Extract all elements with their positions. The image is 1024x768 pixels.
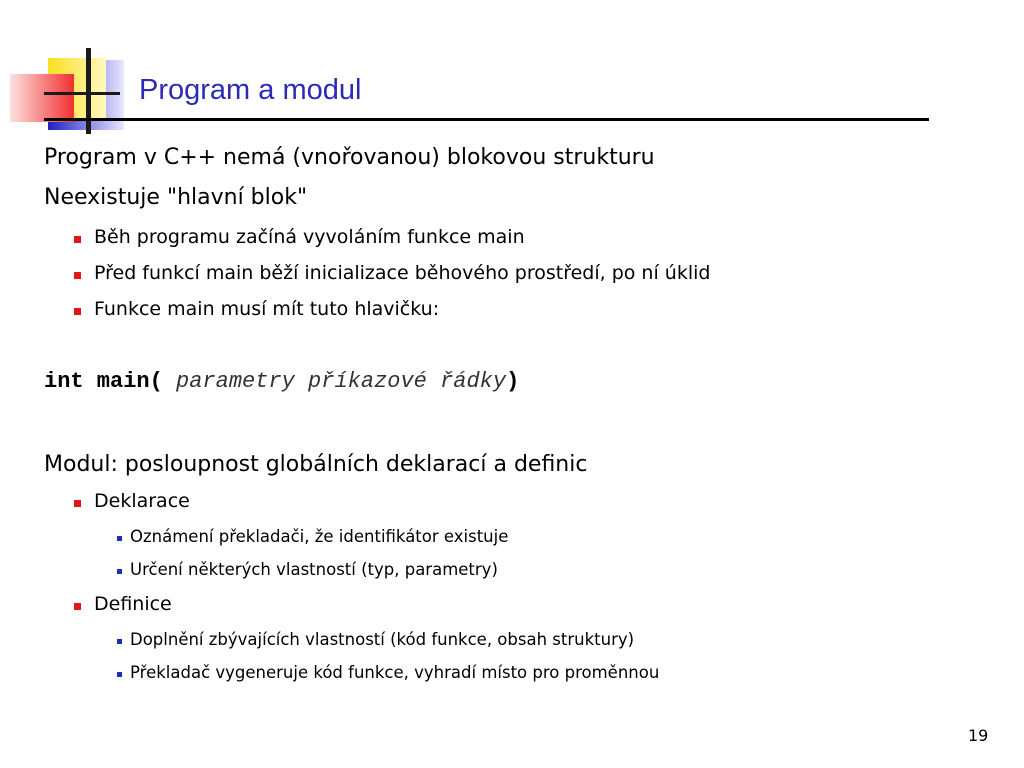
sublist-item: Překladač vygeneruje kód funkce, vyhradí místo pro proměnnou [130, 663, 660, 682]
code-params: parametry příkazové řádky [176, 369, 507, 394]
code-keyword-close: ) [506, 369, 520, 394]
page-number: 19 [968, 726, 989, 745]
bullet-square-blue [117, 569, 122, 574]
sublist-item: Určení některých vlastností (typ, parametry) [130, 560, 498, 579]
sublist-item: Oznámení překladači, že identifikátor existuje [130, 527, 509, 546]
text-line: Modul: posloupnost globálních deklarací a definic [44, 452, 588, 477]
code-signature [44, 369, 519, 394]
bullet-square-red [74, 308, 81, 315]
list-item: Před funkcí main běží inicializace běhového prostředí, po ní úklid [94, 262, 711, 284]
sublist-item: Doplnění zbývajících vlastností (kód funkce, obsah struktury) [130, 630, 635, 649]
list-item: Funkce main musí mít tuto hlavičku: [94, 298, 440, 320]
slide-title: Program a modul [139, 74, 362, 106]
bullet-square-blue [117, 672, 122, 677]
code-keyword: int main( [44, 369, 163, 394]
bullet-square-red [74, 272, 81, 279]
bullet-square-red [74, 236, 81, 243]
list-item-deklarace: Deklarace [94, 490, 190, 512]
bullet-square-blue [117, 536, 122, 541]
list-item-definice: Definice [94, 593, 172, 615]
bullet-square-blue [117, 639, 122, 644]
bullet-square-red [74, 500, 81, 507]
bullet-square-red [74, 603, 81, 610]
list-item: Běh programu začíná vyvoláním funkce main [94, 226, 525, 248]
text-line: Neexistuje "hlavní blok" [44, 185, 308, 210]
text-line: Program v C++ nemá (vnořovanou) blokovou strukturu [44, 145, 655, 170]
